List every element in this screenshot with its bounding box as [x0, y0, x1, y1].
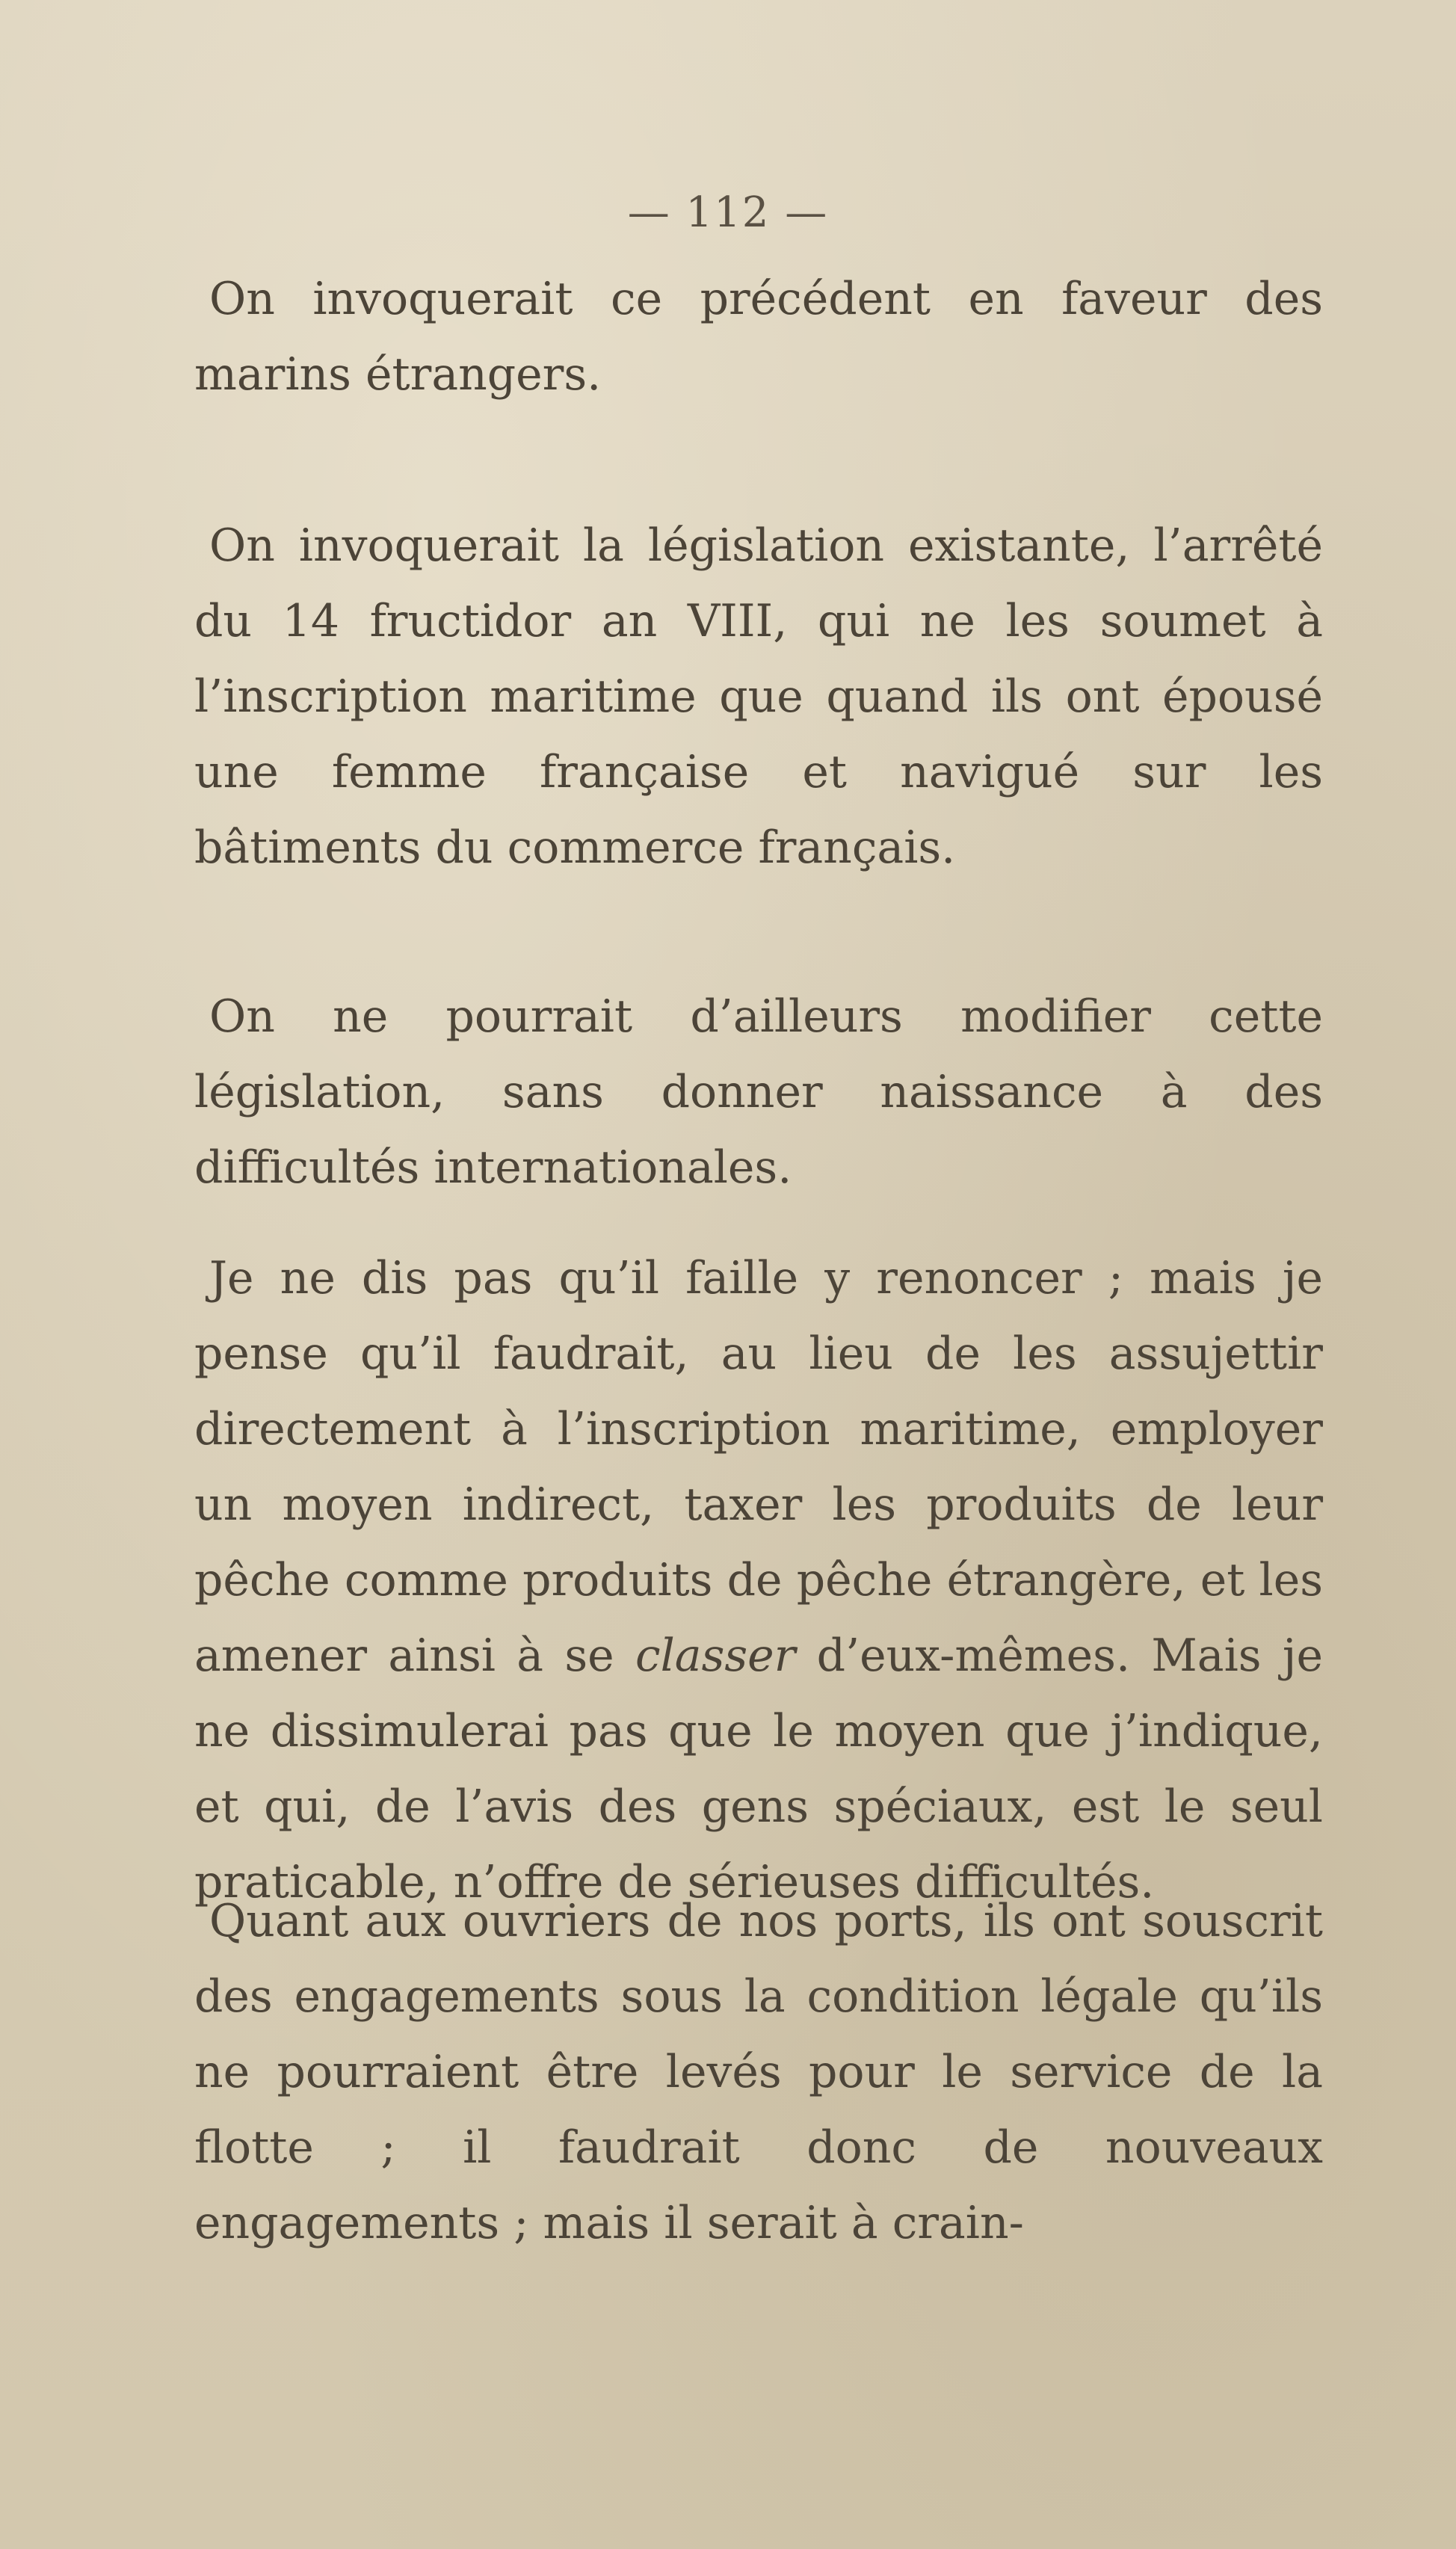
- page-number: — 112 —: [627, 188, 829, 237]
- paragraph-text: On invoquerait ce précédent en faveur des marins étrangers.: [194, 273, 1323, 401]
- paragraph-text-part: Je ne dis pas qu’il faille y renoncer ; mais je pense qu’il faudrait, au lieu de les assujettir directement à l’inscription maritime, employer un moyen indirect, taxer les produits de leur pêche comme produits de pêche étrangère, et les amener ainsi à se: [194, 1252, 1323, 1682]
- paragraph-1: [194, 262, 1323, 413]
- paragraph-text: [194, 1241, 1323, 1920]
- paragraph-text-part: d’eux-mêmes. Mais je ne dissimulerai pas que le moyen que j’indique, et qui, de l’avis des gens spéciaux, est le seul praticable, n’offre de sérieuses difficultés.: [194, 1630, 1323, 1908]
- paragraph-3: [194, 979, 1323, 1206]
- paragraph-text: Quant aux ouvriers de nos ports, ils ont souscrit des engagements sous la condition légale qu’ils ne pourraient être levés pour le service de la flotte ; il faudrait donc de nouveaux engagements ; mais il serait à crain-: [194, 1895, 1323, 2249]
- paragraph-text: On ne pourrait d’ailleurs modifier cette législation, sans donner naissance à des difficultés internationales.: [194, 990, 1323, 1194]
- italic-word: classer: [635, 1630, 796, 1682]
- paragraph-text: On invoquerait la législation existante, l’arrêté du 14 fructidor an VIII, qui ne les soumet à l’inscription maritime que quand ils ont épousé une femme française et navigué sur les bâtiments du commerce français.: [194, 520, 1323, 874]
- paragraph-5: [194, 1884, 1323, 2261]
- paragraph-2: [194, 508, 1323, 886]
- paragraph-4: [194, 1241, 1323, 1920]
